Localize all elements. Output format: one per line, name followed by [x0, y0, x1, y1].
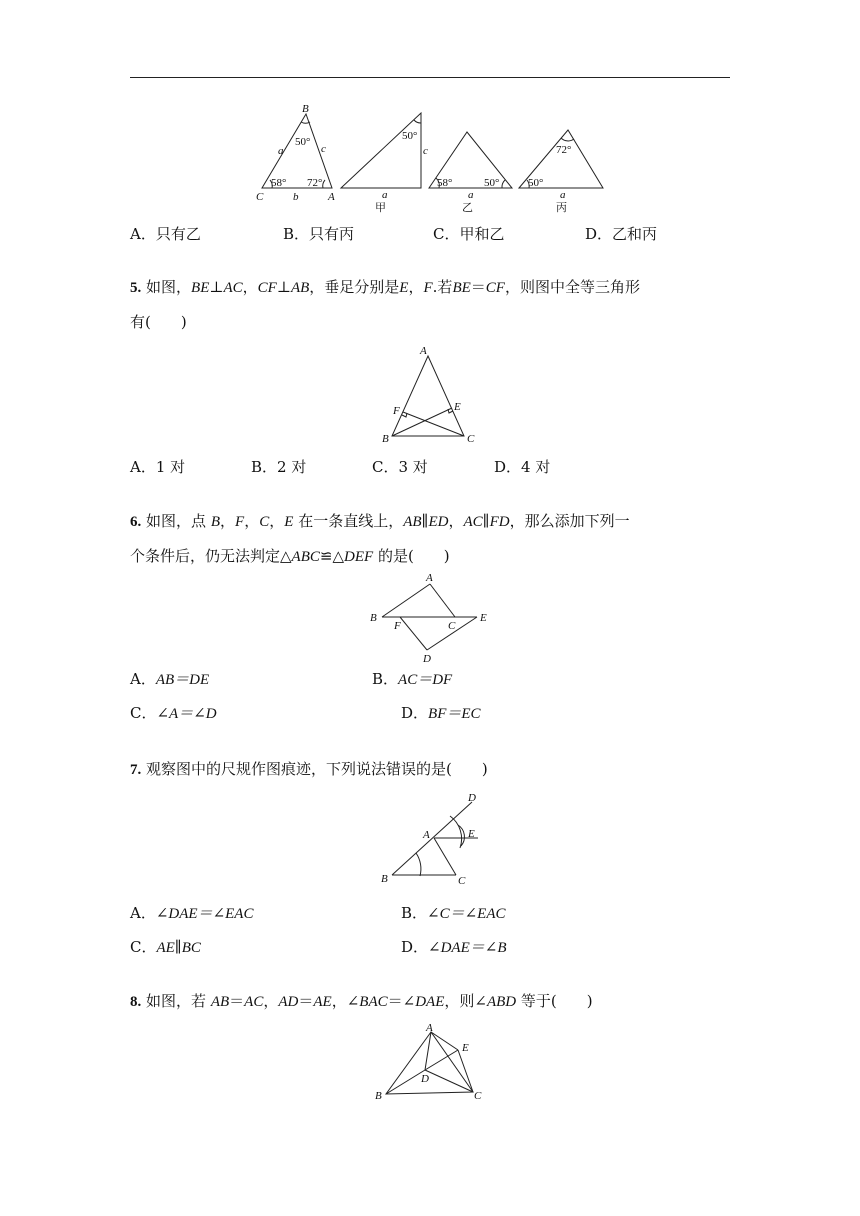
- label-side-b: b: [293, 191, 299, 203]
- q8-label-a: A: [426, 1022, 433, 1034]
- q6-line-ac: [430, 584, 455, 617]
- q6-option-b[interactable]: B．AC＝DF: [372, 670, 453, 688]
- label-b: B: [302, 103, 309, 115]
- angle-arc-b: [301, 122, 310, 123]
- header-rule: [130, 77, 730, 78]
- q5-option-b[interactable]: B．2 对: [251, 458, 307, 476]
- q8-label-b: B: [375, 1090, 382, 1102]
- q6-figure: [368, 570, 493, 665]
- q5-label-c: C: [467, 433, 475, 445]
- q8-stem: 8. 如图，若 AB＝AC，AD＝AE，∠BAC＝∠DAE，则∠ABD 等于( ): [130, 992, 593, 1010]
- q7-arc-b: [416, 853, 421, 876]
- bing-caption: 丙: [556, 202, 567, 214]
- label-a: A: [328, 191, 335, 203]
- q8-label-c: C: [474, 1090, 482, 1102]
- angle-arc-a: [323, 180, 325, 188]
- q5-option-a[interactable]: A．1 对: [130, 458, 186, 476]
- yi-angle-1: 58°: [437, 177, 453, 189]
- q8-figure: [370, 1020, 490, 1105]
- q6-label-b: B: [370, 612, 377, 624]
- triangle-jia: [341, 113, 421, 188]
- q5-label-b: B: [382, 433, 389, 445]
- q5-figure: [380, 342, 480, 446]
- q4-option-c[interactable]: C．甲和乙: [433, 225, 505, 243]
- q7-label-e: E: [468, 828, 475, 840]
- q5-stem: 5. 如图，BE⊥AC，CF⊥AB，垂足分别是E，F.若BE＝CF，则图中全等三角形 有( ): [130, 278, 640, 331]
- q6-label-c: C: [448, 620, 456, 632]
- q7-option-b[interactable]: B．∠C＝∠EAC: [401, 904, 506, 922]
- q4-option-b[interactable]: B．只有丙: [283, 225, 355, 243]
- q8-label-d: D: [421, 1073, 429, 1085]
- q4-triangles-figure: [250, 100, 620, 218]
- q7-label-d: D: [468, 792, 476, 804]
- q5-option-d[interactable]: D．4 对: [494, 458, 551, 476]
- q5-label-f: F: [393, 405, 400, 417]
- label-side-a: a: [278, 145, 284, 157]
- label-side-c: c: [321, 143, 326, 155]
- q6-stem: 6. 如图，点 B，F，C，E 在一条直线上，AB∥ED，AC∥FD，那么添加下列一 个条件后，仍无法判定△ABC≌△DEF 的是( ): [130, 512, 630, 565]
- q8-line-ae: [431, 1032, 458, 1050]
- angle-a-value: 72°: [307, 177, 323, 189]
- jia-caption: 甲: [375, 202, 386, 214]
- angle-arc-jia: [414, 120, 421, 123]
- yi-caption: 乙: [462, 202, 473, 214]
- jia-side-a: a: [382, 189, 388, 201]
- q5-label-e: E: [454, 401, 461, 413]
- q8-line-ad: [425, 1032, 431, 1070]
- jia-angle: 50°: [402, 130, 418, 142]
- yi-angle-2: 50°: [484, 177, 500, 189]
- angle-arc-yi-2: [502, 180, 505, 188]
- q6-line-fd: [400, 617, 427, 650]
- q7-label-b: B: [381, 873, 388, 885]
- jia-side-c: c: [423, 145, 428, 157]
- q5-option-c[interactable]: C．3 对: [372, 458, 428, 476]
- q7-figure: [378, 790, 488, 890]
- bing-angle-1: 72°: [556, 144, 572, 156]
- angle-c-value: 58°: [271, 177, 287, 189]
- bing-side-a: a: [560, 189, 566, 201]
- q8-line-de: [425, 1050, 458, 1070]
- q7-stem: 7. 观察图中的尺规作图痕迹，下列说法错误的是( ): [130, 760, 488, 778]
- angle-arc-bing-1: [561, 138, 574, 141]
- q6-label-e: E: [480, 612, 487, 624]
- yi-side-a: a: [468, 189, 474, 201]
- label-c: C: [256, 191, 264, 203]
- q7-label-a: A: [423, 829, 430, 841]
- angle-b-value: 50°: [295, 136, 311, 148]
- q6-label-a: A: [426, 572, 433, 584]
- q6-option-a[interactable]: A．AB＝DE: [130, 670, 210, 688]
- q6-label-d: D: [423, 653, 431, 665]
- q6-line-ab: [382, 584, 430, 617]
- bing-angle-2: 50°: [528, 177, 544, 189]
- q5-triangle: [392, 356, 464, 436]
- q7-option-c[interactable]: C．AE∥BC: [130, 938, 201, 956]
- q6-option-c[interactable]: C．∠A＝∠D: [130, 704, 217, 722]
- q6-label-f: F: [394, 620, 401, 632]
- q8-label-e: E: [462, 1042, 469, 1054]
- q7-option-a[interactable]: A．∠DAE＝∠EAC: [130, 904, 254, 922]
- q7-line-ac: [434, 838, 456, 875]
- q6-option-d[interactable]: D．BF＝EC: [401, 704, 481, 722]
- q7-option-d[interactable]: D．∠DAE＝∠B: [401, 938, 507, 956]
- q4-option-d[interactable]: D．乙和丙: [585, 225, 658, 243]
- q4-option-a[interactable]: A．只有乙: [130, 225, 201, 243]
- q7-label-c: C: [458, 875, 466, 887]
- q8-line-bd: [386, 1070, 425, 1094]
- q5-line-be: [392, 408, 452, 436]
- q5-label-a: A: [420, 345, 427, 357]
